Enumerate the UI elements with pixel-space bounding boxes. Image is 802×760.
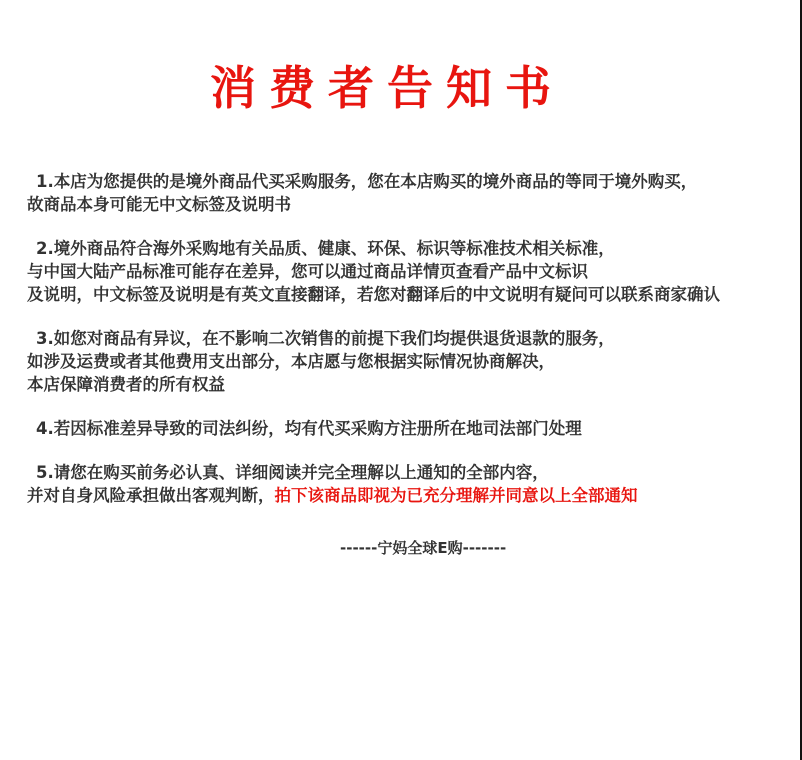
notice-paragraph-1 (27, 170, 802, 216)
store-signature: ------宁妈全球E购------- (340, 539, 507, 557)
notice-line: 5.请您在购买前务必认真、详细阅读并完全理解以上通知的全部内容， (36, 463, 549, 482)
notice-line: 2.境外商品符合海外采购地有关品质、健康、环保、标识等标准技术相关标准， (36, 239, 615, 258)
notice-line: 本店保障消费者的所有权益 (27, 375, 225, 394)
notice-line: 如涉及运费或者其他费用支出部分，本店愿与您根据实际情况协商解决， (27, 352, 555, 371)
notice-line: 1.本店为您提供的是境外商品代买采购服务，您在本店购买的境外商品的等同于境外购买， (36, 172, 698, 191)
notice-paragraph-3 (27, 327, 802, 396)
notice-line: 及说明，中文标签及说明是有英文直接翻译，若您对翻译后的中文说明有疑问可以联系商家确认 (27, 285, 720, 304)
highlighted-agreement-text: 拍下该商品即视为已充分理解并同意以上全部通知 (274, 486, 638, 505)
notice-line: 3.如您对商品有异议，在不影响二次销售的前提下我们均提供退货退款的服务， (36, 329, 615, 348)
notice-body (27, 170, 802, 528)
notice-line: 4.若因标准差异导致的司法纠纷，均有代买采购方注册所在地司法部门处理 (36, 419, 582, 438)
notice-paragraph-5 (27, 461, 802, 507)
notice-text: 并对自身风险承担做出客观判断， (27, 486, 275, 505)
notice-line-with-highlight (27, 484, 802, 507)
notice-paragraph-4 (27, 417, 802, 440)
notice-line: 与中国大陆产品标准可能存在差异，您可以通过商品详情页查看产品中文标识 (27, 262, 588, 281)
notice-paragraph-2 (27, 237, 802, 306)
notice-line: 故商品本身可能无中文标签及说明书 (27, 195, 291, 214)
page-title: 消费者告知书 (210, 61, 564, 115)
